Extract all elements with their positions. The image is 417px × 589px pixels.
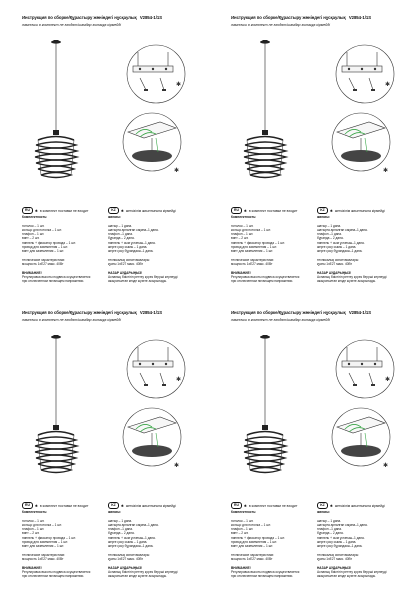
kz-not-included-legend — [317, 502, 385, 509]
kz-specifications — [108, 510, 196, 579]
spec-line: жерге қосу сымы – 1 дана. — [317, 245, 357, 250]
spec-line: жерге қосу бұрандасы–1 дана. — [317, 249, 363, 254]
spec-line: мощность 1xE27 макс. 40Вт — [231, 557, 273, 562]
not-included-icon: ✱ — [244, 208, 247, 213]
ru-not-included-text: в комплект поставки не входит — [248, 503, 298, 508]
kz-specifications — [108, 215, 196, 284]
spec-line: Комплектность: — [22, 510, 48, 514]
spec-line: Комплектность: — [231, 510, 257, 514]
spec-line: мощность 1xE27 макс. 40Вт — [22, 557, 64, 562]
spec-line: плафон –1 дана. — [317, 527, 342, 532]
spec-line: при отключенном питающем напряжении. — [231, 279, 294, 284]
ru-language-badge: RU — [22, 502, 33, 509]
spec-line: винт для заземления – 1 шт. — [231, 544, 274, 549]
not-included-icon: ✱ — [121, 503, 124, 508]
spec-line: ВНИМАНИЕ! — [22, 270, 42, 275]
spec-line: ВНИМАНИЕ! — [231, 270, 251, 275]
spec-line: бұранда – 2 дана. — [108, 531, 135, 536]
spec-line: ажыратылған кезде жүзеге асырылады. — [317, 279, 376, 284]
spec-line: техникалық сипаттамалары: — [108, 257, 150, 262]
spec-line: жерге қосу бұрандасы–1 дана. — [317, 544, 363, 549]
assembly-diagram — [116, 44, 186, 184]
mounting-plate-icon — [133, 347, 173, 386]
kz-specifications — [317, 510, 405, 579]
spec-line: плафон –1 дана. — [108, 232, 133, 237]
title-text: Инструкция по сборке/Құрастыру жөніндегі нұсқаулық — [22, 310, 137, 315]
spec-line: жинағы: — [108, 510, 122, 514]
bulbs-not-included-note: лампочки в комплект не входят/шамдар жинаққа кірмейді — [231, 318, 331, 322]
assembly-diagram — [116, 339, 186, 479]
instruction-panel-2 — [209, 0, 417, 294]
model-number: V2854-1/1S — [348, 310, 372, 315]
star-icon: ✱ — [385, 377, 391, 383]
mounting-detail-circle — [127, 45, 185, 103]
spec-line: технические характеристики: — [22, 552, 66, 557]
spec-line: қуаты 1xE27 макс. 40Вт — [108, 557, 143, 562]
instruction-panel-4 — [209, 295, 417, 589]
spec-line: плафон –1 дана. — [317, 232, 342, 237]
spec-line: мощность 1xE27 макс. 40Вт — [22, 262, 64, 267]
assembly-diagram — [325, 339, 395, 479]
canopy-wiring-icon — [128, 122, 176, 162]
not-included-icon: ✱ — [244, 503, 247, 508]
spec-line: Регулировка высоты подвеса осуществляется — [22, 275, 91, 280]
pendant-lamp-illustration — [24, 38, 88, 188]
pendant-lamp-illustration — [24, 333, 88, 483]
spec-line: ниппель + фиксатор провода – 1 шт. — [22, 535, 76, 540]
spec-line: бұранда – 2 дана. — [317, 236, 344, 241]
spec-line: кольцо для потолка – 1 шт. — [231, 227, 271, 232]
ru-not-included-legend — [231, 502, 297, 509]
ru-language-badge: RU — [231, 502, 242, 509]
spec-line: плафон – 1 шт. — [231, 232, 254, 237]
spec-line: бұранда – 2 дана. — [317, 531, 344, 536]
spec-line: жинағы: — [108, 215, 122, 219]
spec-line: винт – 2 шт. — [22, 236, 40, 241]
spec-line: ажыратылған кезде жүзеге асырылады. — [317, 574, 376, 579]
ru-specifications — [22, 215, 104, 284]
spec-line: кольцо для потолка – 1 шт. — [22, 522, 62, 527]
canopy-wiring-icon — [337, 417, 385, 457]
spec-line: при отключенном питающем напряжении. — [22, 279, 85, 284]
spec-line: Аспаның биіктігін реттеу қорек беруші кернеуді — [108, 570, 178, 575]
spec-line: Регулировка высоты подвеса осуществляется — [22, 570, 91, 575]
ru-specifications — [231, 510, 313, 579]
not-included-icon: ✱ — [35, 208, 38, 213]
kz-not-included-legend — [108, 502, 176, 509]
star-icon: ✱ — [176, 82, 182, 88]
spec-line: жерге қосу сымы – 1 дана. — [108, 245, 148, 250]
kz-language-badge: KZ — [317, 502, 328, 509]
canopy-wiring-icon — [337, 122, 385, 162]
spec-line: НАЗАР АУДАРЫҢЫЗ! — [108, 270, 143, 275]
panel-title — [231, 15, 371, 20]
spec-line: шатыр – 1 дана. — [108, 518, 133, 523]
spec-line: потолок – 1 шт. — [22, 518, 45, 523]
mounting-plate-icon — [342, 52, 382, 91]
mounting-detail-circle — [336, 45, 394, 103]
spec-line: провод для заземления – 1 шт. — [22, 540, 68, 545]
spec-line: НАЗАР АУДАРЫҢЫЗ! — [317, 565, 352, 570]
spec-line: НАЗАР АУДАРЫҢЫЗ! — [317, 270, 352, 275]
kz-language-badge: KZ — [108, 207, 119, 214]
spec-line: потолок – 1 шт. — [22, 223, 45, 228]
spec-line: при отключенном питающем напряжении. — [22, 574, 85, 579]
spec-line: технические характеристики: — [22, 257, 66, 262]
pendant-lamp-illustration — [233, 38, 297, 188]
spec-line: при отключенном питающем напряжении. — [231, 574, 294, 579]
spec-line: Комплектность: — [22, 215, 48, 219]
ru-language-badge: RU — [231, 207, 242, 214]
star-icon: ✱ — [174, 168, 180, 174]
spec-line: жерге қосу бұрандасы–1 дана. — [108, 544, 154, 549]
spec-line: қуаты 1xE27 макс. 40Вт — [317, 557, 352, 562]
spec-line: жерге қосу сымы – 1 дана. — [108, 540, 148, 545]
bulbs-not-included-note: лампочки в комплект не входят/шамдар жинаққа кірмейді — [231, 23, 331, 27]
spec-line: ажыратылған кезде жүзеге асырылады. — [108, 574, 167, 579]
ru-specifications — [22, 510, 104, 579]
spec-line: шатыр – 1 дана. — [317, 223, 342, 228]
spec-line: ниппель + фиксатор провода – 1 шт. — [22, 240, 76, 245]
instruction-panel-1 — [0, 0, 208, 294]
star-icon: ✱ — [385, 82, 391, 88]
model-number: V2854-1/1S — [139, 310, 163, 315]
spec-line: винт – 2 шт. — [231, 531, 249, 536]
not-included-icon: ✱ — [121, 208, 124, 213]
spec-line: плафон – 1 шт. — [231, 527, 254, 532]
ru-language-badge: RU — [22, 207, 33, 214]
spec-line: технические характеристики: — [231, 552, 275, 557]
ru-not-included-legend — [231, 207, 297, 214]
spec-line: провод для заземления – 1 шт. — [231, 540, 277, 545]
spec-line: ниппель + сым ұстағыш–1 дана. — [317, 240, 365, 245]
spec-line: жерге қосу бұрандасы–1 дана. — [108, 249, 154, 254]
spec-line: ниппель + фиксатор провода – 1 шт. — [231, 535, 285, 540]
spec-line: кольцо для потолка – 1 шт. — [231, 522, 271, 527]
mounting-plate-icon — [133, 52, 173, 91]
pendant-lamp-illustration — [233, 333, 297, 483]
panel-title — [22, 310, 162, 315]
spec-line: техникалық сипаттамалары: — [317, 257, 359, 262]
spec-line: жинағы: — [317, 215, 331, 219]
ru-not-included-legend — [22, 502, 88, 509]
mounting-detail-circle — [336, 340, 394, 398]
kz-not-included-text: жеткізілім жиынтығына кірмейді — [334, 503, 385, 508]
spec-line: мощность 1xE27 макс. 40Вт — [231, 262, 273, 267]
spec-line: винт для заземления – 1 шт. — [22, 544, 65, 549]
ru-specifications — [231, 215, 313, 284]
spec-line: ниппель + сым ұстағыш–1 дана. — [317, 535, 365, 540]
spec-line: шатырға арналған сақина–1 дана. — [317, 522, 368, 527]
title-text: Инструкция по сборке/Құрастыру жөніндегі нұсқаулық — [231, 310, 346, 315]
not-included-icon: ✱ — [35, 503, 38, 508]
panel-title — [231, 310, 371, 315]
spec-line: Аспаның биіктігін реттеу қорек беруші кернеуді — [317, 275, 387, 280]
spec-line: ВНИМАНИЕ! — [22, 565, 42, 570]
star-icon: ✱ — [383, 168, 389, 174]
assembly-diagram — [325, 44, 395, 184]
spec-line: винт для заземления – 1 шт. — [231, 249, 274, 254]
spec-line: қуаты 1xE27 макс. 40Вт — [108, 262, 143, 267]
spec-line: плафон – 1 шт. — [22, 232, 45, 237]
spec-line: Регулировка высоты подвеса осуществляется — [231, 275, 300, 280]
spec-line: жерге қосу сымы – 1 дана. — [317, 540, 357, 545]
spec-line: Комплектность: — [231, 215, 257, 219]
not-included-icon: ✱ — [330, 208, 333, 213]
not-included-icon: ✱ — [330, 503, 333, 508]
mounting-detail-circle — [127, 340, 185, 398]
spec-line: шатыр – 1 дана. — [108, 223, 133, 228]
kz-not-included-text: жеткізілім жиынтығына кірмейді — [125, 208, 176, 213]
spec-line: шатыр – 1 дана. — [317, 518, 342, 523]
kz-not-included-text: жеткізілім жиынтығына кірмейді — [334, 208, 385, 213]
spec-line: қуаты 1xE27 макс. 40Вт — [317, 262, 352, 267]
spec-line: шатырға арналған сақина–1 дана. — [108, 522, 159, 527]
kz-language-badge: KZ — [317, 207, 328, 214]
spec-line: Регулировка высоты подвеса осуществляется — [231, 570, 300, 575]
ru-not-included-legend — [22, 207, 88, 214]
star-icon: ✱ — [176, 377, 182, 383]
model-number: V2854-1/1S — [139, 15, 163, 20]
kz-specifications — [317, 215, 405, 284]
instruction-panel-3 — [0, 295, 208, 589]
spec-line: провод для заземления – 1 шт. — [231, 245, 277, 250]
panel-title — [22, 15, 162, 20]
canopy-wiring-icon — [128, 417, 176, 457]
spec-line: провод для заземления – 1 шт. — [22, 245, 68, 250]
spec-line: ниппель + сым ұстағыш–1 дана. — [108, 535, 156, 540]
bulbs-not-included-note: лампочки в комплект не входят/шамдар жинаққа кірмейді — [22, 318, 122, 322]
ru-not-included-text: в комплект поставки не входит — [39, 503, 89, 508]
spec-line: потолок – 1 шт. — [231, 518, 254, 523]
star-icon: ✱ — [383, 463, 389, 469]
spec-line: НАЗАР АУДАРЫҢЫЗ! — [108, 565, 143, 570]
spec-line: ВНИМАНИЕ! — [231, 565, 251, 570]
kz-language-badge: KZ — [108, 502, 119, 509]
kz-not-included-legend — [317, 207, 385, 214]
spec-line: жинағы: — [317, 510, 331, 514]
spec-line: потолок – 1 шт. — [231, 223, 254, 228]
spec-line: шатырға арналған сақина–1 дана. — [108, 227, 159, 232]
spec-line: Аспаның биіктігін реттеу қорек беруші кернеуді — [108, 275, 178, 280]
bulbs-not-included-note: лампочки в комплект не входят/шамдар жинаққа кірмейді — [22, 23, 122, 27]
mounting-plate-icon — [342, 347, 382, 386]
spec-line: ниппель + сым ұстағыш–1 дана. — [108, 240, 156, 245]
spec-line: технические характеристики: — [231, 257, 275, 262]
spec-line: шатырға арналған сақина–1 дана. — [317, 227, 368, 232]
star-icon: ✱ — [174, 463, 180, 469]
title-text: Инструкция по сборке/Құрастыру жөніндегі нұсқаулық — [231, 15, 346, 20]
title-text: Инструкция по сборке/Құрастыру жөніндегі нұсқаулық — [22, 15, 137, 20]
spec-line: винт – 2 шт. — [231, 236, 249, 241]
spec-line: плафон –1 дана. — [108, 527, 133, 532]
kz-not-included-legend — [108, 207, 176, 214]
spec-line: кольцо для потолка – 1 шт. — [22, 227, 62, 232]
ru-not-included-text: в комплект поставки не входит — [248, 208, 298, 213]
spec-line: ажыратылған кезде жүзеге асырылады. — [108, 279, 167, 284]
spec-line: винт для заземления – 1 шт. — [22, 249, 65, 254]
spec-line: техникалық сипаттамалары: — [317, 552, 359, 557]
ru-not-included-text: в комплект поставки не входит — [39, 208, 89, 213]
kz-not-included-text: жеткізілім жиынтығына кірмейді — [125, 503, 176, 508]
spec-line: плафон – 1 шт. — [22, 527, 45, 532]
model-number: V2854-1/1S — [348, 15, 372, 20]
spec-line: Аспаның биіктігін реттеу қорек беруші кернеуді — [317, 570, 387, 575]
spec-line: бұранда – 2 дана. — [108, 236, 135, 241]
spec-line: техникалық сипаттамалары: — [108, 552, 150, 557]
spec-line: винт – 2 шт. — [22, 531, 40, 536]
spec-line: ниппель + фиксатор провода – 1 шт. — [231, 240, 285, 245]
